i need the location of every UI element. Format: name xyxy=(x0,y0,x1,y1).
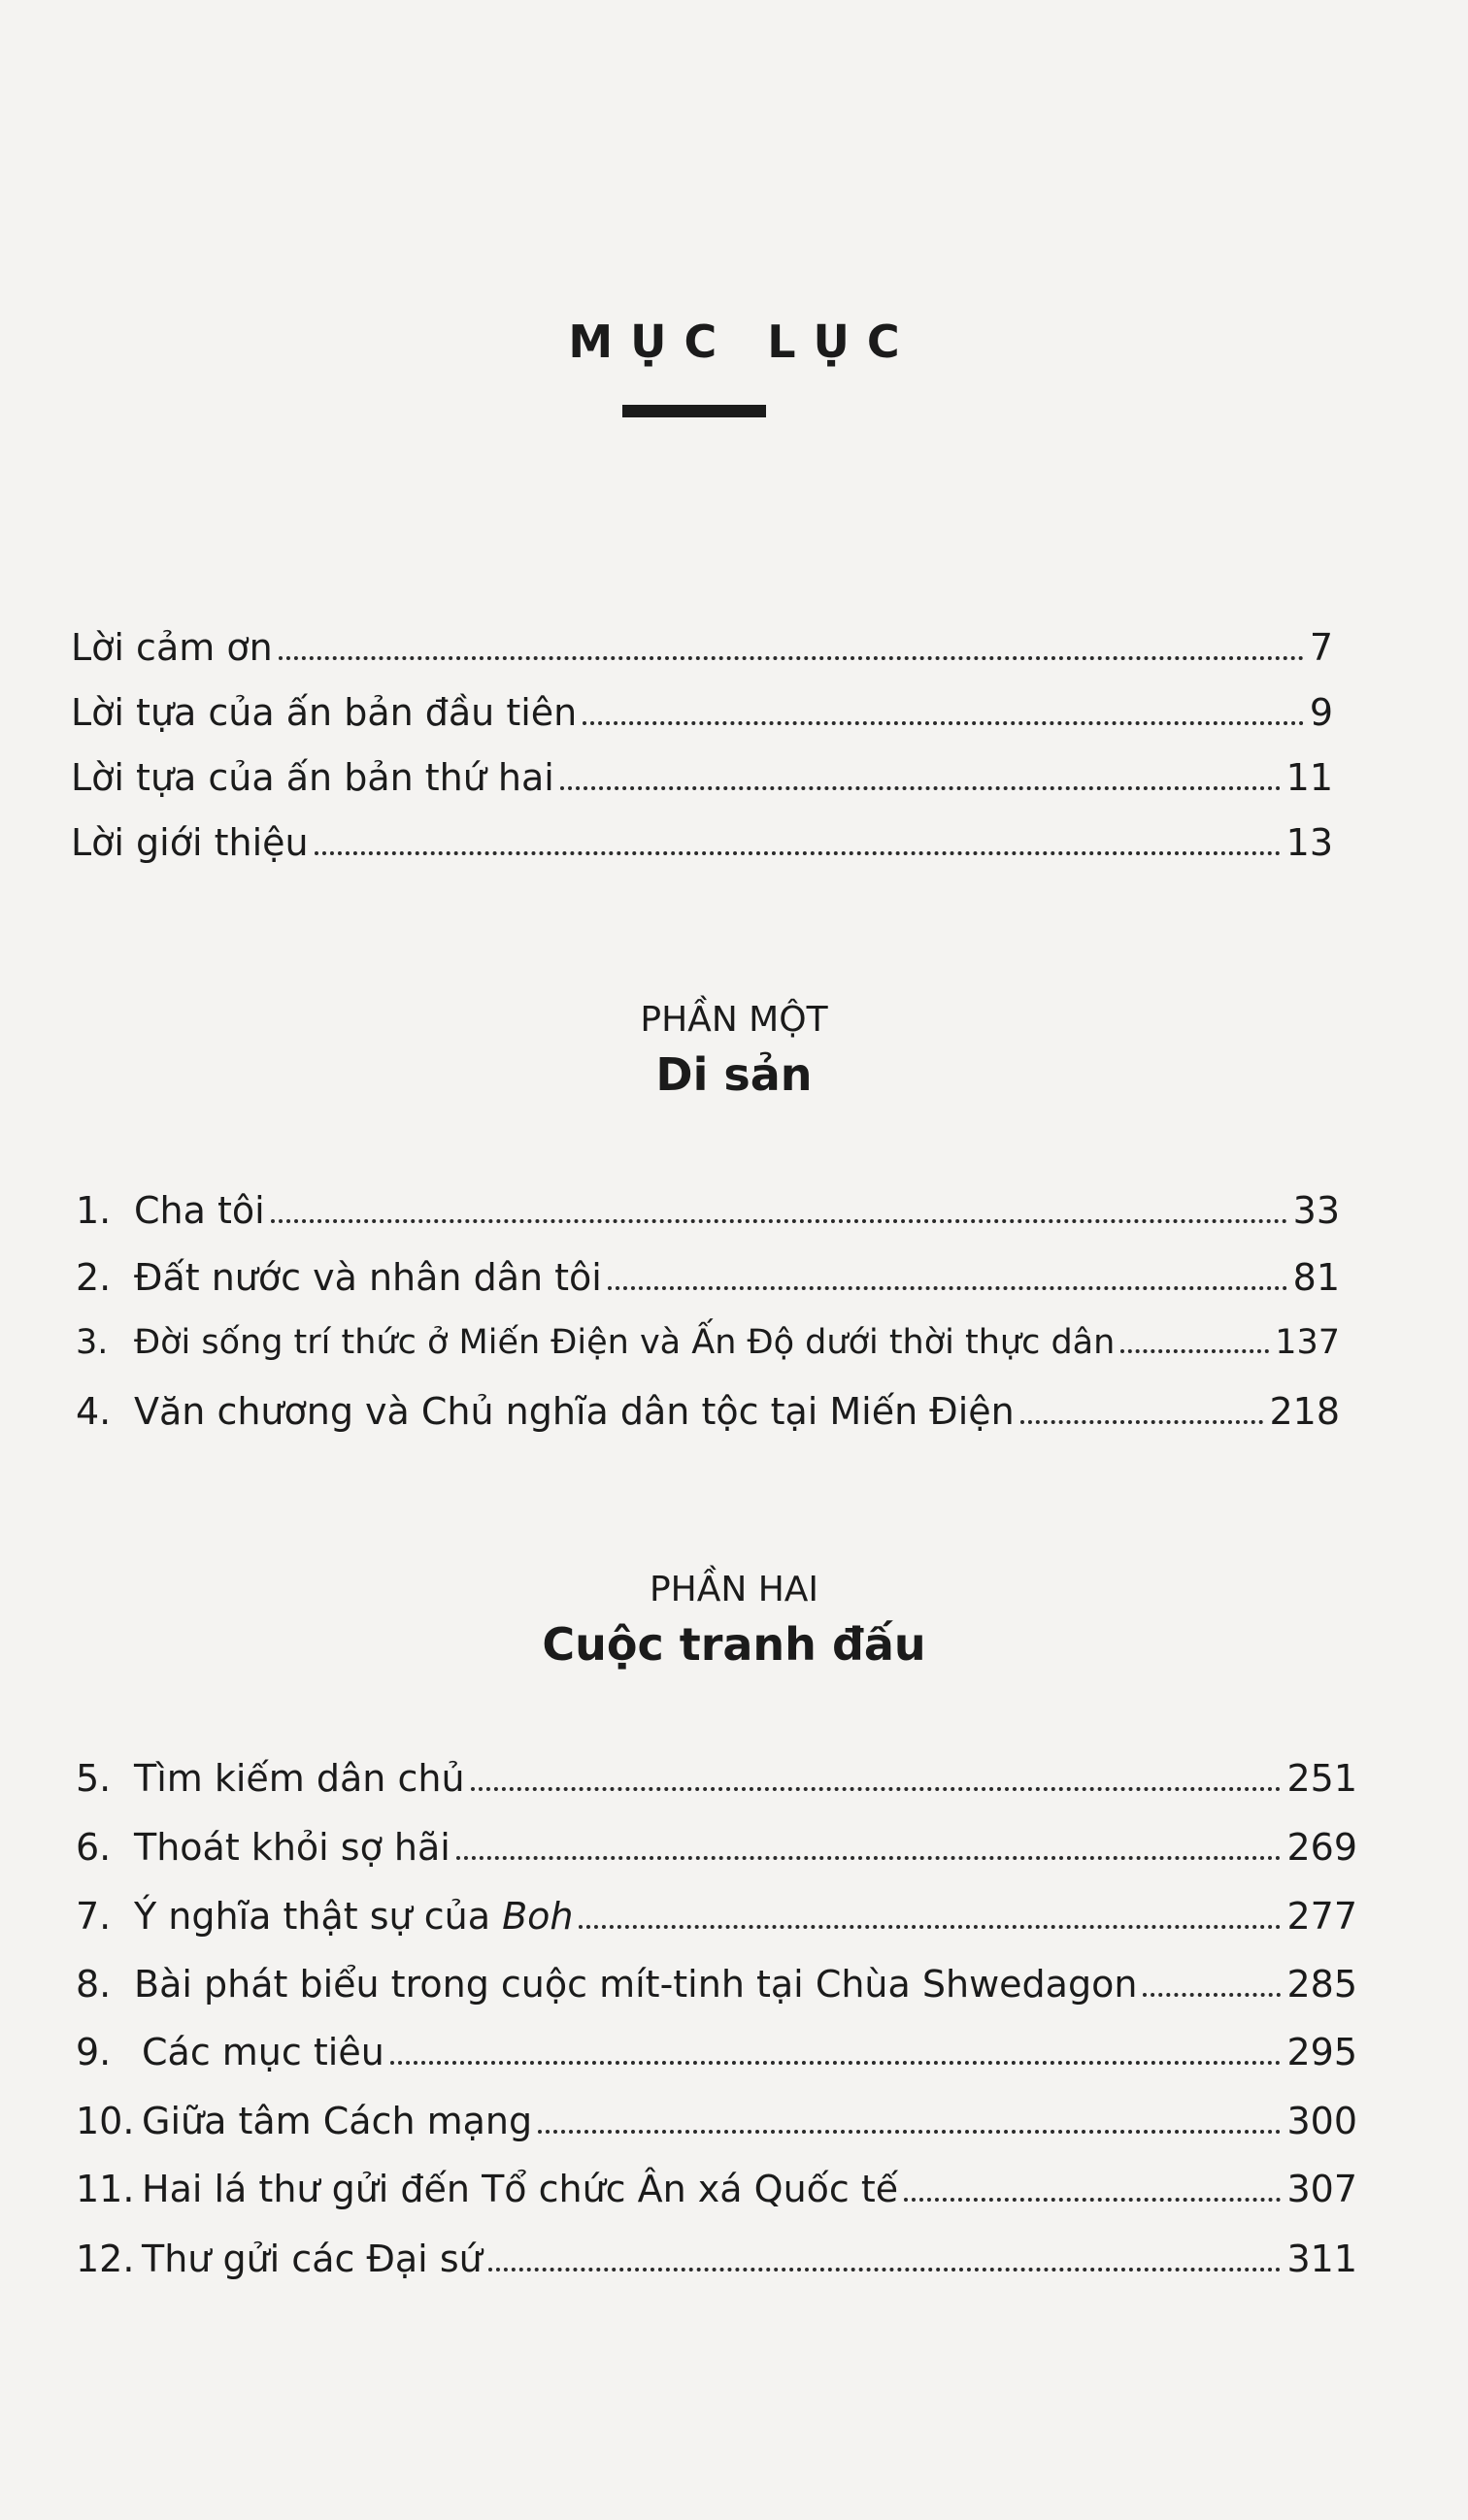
toc-entry[interactable] xyxy=(71,691,1333,734)
title-underline xyxy=(622,405,766,417)
entry-page: 13 xyxy=(1285,821,1333,864)
leader-dots xyxy=(583,721,1304,725)
leader-dots xyxy=(538,2130,1281,2134)
toc-entry[interactable] xyxy=(76,1963,1357,2006)
chapter-number: 10. xyxy=(76,2100,135,2142)
entry-label: Đất nước và nhân dân tôi xyxy=(134,1256,602,1299)
entry-page: 251 xyxy=(1286,1757,1357,1800)
entry-page: 11 xyxy=(1285,756,1333,799)
chapter-number: 8. xyxy=(76,1963,112,2006)
entry-page: 269 xyxy=(1286,1826,1357,1869)
entry-page: 300 xyxy=(1286,2100,1357,2142)
chapter-number: 12. xyxy=(76,2238,135,2280)
toc-entry[interactable] xyxy=(71,626,1333,669)
leader-dots xyxy=(315,851,1281,855)
chapter-number: 11. xyxy=(76,2168,135,2210)
toc-entry[interactable] xyxy=(76,1256,1340,1299)
entry-label: Lời tựa của ấn bản đầu tiên xyxy=(71,691,578,734)
chapter-number: 9. xyxy=(76,2031,112,2073)
toc-entry[interactable] xyxy=(76,2031,1357,2073)
part-one-title: Di sản xyxy=(655,1048,813,1101)
entry-label: Lời tựa của ấn bản thứ hai xyxy=(71,756,554,799)
entry-page: 311 xyxy=(1286,2238,1357,2280)
leader-dots xyxy=(271,1219,1287,1223)
entry-page: 295 xyxy=(1286,2031,1357,2073)
chapter-number: 4. xyxy=(76,1390,112,1433)
toc-entry[interactable] xyxy=(76,1826,1357,1869)
entry-label: Văn chương và Chủ nghĩa dân tộc tại Miến Điện xyxy=(134,1390,1015,1433)
entry-label: Tìm kiếm dân chủ xyxy=(134,1757,465,1800)
toc-entry[interactable] xyxy=(76,2168,1357,2210)
leader-dots xyxy=(904,2198,1281,2202)
entry-label xyxy=(134,1895,574,1938)
leader-dots xyxy=(471,1787,1282,1791)
entry-page: 81 xyxy=(1292,1256,1340,1299)
entry-label: Thư gửi các Đại sứ xyxy=(142,2238,483,2280)
leader-dots xyxy=(279,656,1304,660)
leader-dots xyxy=(579,1925,1281,1929)
entry-label-italic: Boh xyxy=(502,1895,574,1938)
chapter-number: 7. xyxy=(76,1895,112,1938)
entry-label: Bài phát biểu trong cuộc mít-tinh tại Chùa Shwedagon xyxy=(134,1963,1138,2006)
leader-dots xyxy=(1120,1349,1269,1353)
toc-entry[interactable] xyxy=(76,1390,1340,1433)
leader-dots xyxy=(1143,1993,1281,1997)
leader-dots xyxy=(456,1856,1282,1860)
entry-page: 307 xyxy=(1286,2168,1357,2210)
chapter-number: 5. xyxy=(76,1757,112,1800)
entry-page: 7 xyxy=(1309,626,1333,669)
page-title: MỤC LỤC xyxy=(568,315,918,368)
chapter-number: 3. xyxy=(76,1323,109,1362)
entry-page: 9 xyxy=(1309,691,1333,734)
entry-label: Giữa tâm Cách mạng xyxy=(142,2100,533,2142)
toc-entry[interactable] xyxy=(76,2100,1357,2142)
entry-page: 137 xyxy=(1275,1323,1340,1362)
entry-label: Cha tôi xyxy=(134,1189,265,1232)
toc-entry[interactable] xyxy=(76,2238,1357,2280)
entry-label: Thoát khỏi sợ hãi xyxy=(134,1826,450,1869)
toc-entry[interactable] xyxy=(76,1757,1357,1800)
entry-label-text: Ý nghĩa thật sự của xyxy=(134,1895,503,1938)
entry-label: Lời cảm ơn xyxy=(71,626,273,669)
toc-entry[interactable] xyxy=(76,1895,1357,1938)
chapter-number: 2. xyxy=(76,1256,112,1299)
entry-page: 277 xyxy=(1286,1895,1357,1938)
part-two-title: Cuộc tranh đấu xyxy=(542,1618,926,1671)
chapter-number: 1. xyxy=(76,1189,112,1232)
leader-dots xyxy=(608,1286,1287,1290)
part-two-label: PHẦN HAI xyxy=(649,1570,819,1609)
toc-entry[interactable] xyxy=(71,756,1333,799)
entry-page: 218 xyxy=(1269,1390,1340,1433)
entry-label: Hai lá thư gửi đến Tổ chức Ân xá Quốc tế xyxy=(142,2168,899,2210)
entry-page: 285 xyxy=(1286,1963,1357,2006)
leader-dots xyxy=(488,2268,1282,2271)
leader-dots xyxy=(560,786,1281,790)
entry-label: Các mục tiêu xyxy=(142,2031,384,2073)
toc-entry[interactable] xyxy=(71,821,1333,864)
leader-dots xyxy=(390,2061,1282,2065)
entry-label: Đời sống trí thức ở Miến Điện và Ấn Độ dưới thời thực dân xyxy=(134,1323,1116,1362)
entry-page: 33 xyxy=(1292,1189,1340,1232)
leader-dots xyxy=(1020,1420,1264,1424)
part-one-label: PHẦN MỘT xyxy=(640,1000,828,1040)
toc-entry[interactable] xyxy=(76,1323,1340,1362)
toc-entry[interactable] xyxy=(76,1189,1340,1232)
chapter-number: 6. xyxy=(76,1826,112,1869)
entry-label: Lời giới thiệu xyxy=(71,821,309,864)
